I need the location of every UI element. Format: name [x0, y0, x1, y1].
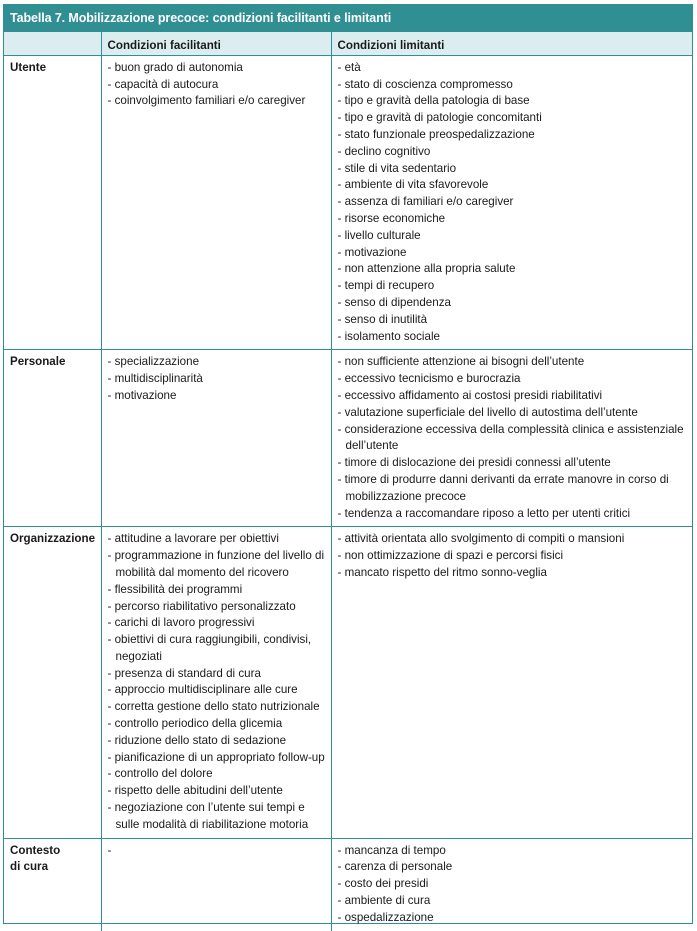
- limitanti-list: [332, 527, 693, 585]
- list-item: - pianificazione di un appropriato follow-up: [108, 750, 327, 767]
- list-item: - flessibilità dei programmi: [108, 582, 327, 599]
- list-item: - considerazione eccessiva della complessità clinica e assistenziale dell’utente: [338, 422, 689, 456]
- list-item: - stato di coscienza compromesso: [338, 77, 689, 94]
- table-header-row: [4, 32, 692, 56]
- limitanti-cell: [331, 527, 692, 838]
- facilitanti-cell: [101, 838, 331, 930]
- list-item: - attitudine a lavorare per obiettivi: [108, 531, 327, 548]
- list-item: - costo dei presidi: [338, 876, 689, 893]
- row-label: Utente: [10, 60, 47, 74]
- list-item: - assenza di familiari e/o caregiver: [338, 194, 689, 211]
- list-item: - mancanza di tempo: [338, 843, 689, 860]
- facilitanti-list: [102, 527, 331, 837]
- list-item: - eccessivo affidamento ai costosi presidi riabilitativi: [338, 388, 689, 405]
- facilitanti-cell: [101, 527, 331, 838]
- limitanti-cell: [331, 838, 692, 930]
- list-item: - buon grado di autonomia: [108, 60, 327, 77]
- list-item: - età: [338, 60, 689, 77]
- list-item: - attività orientata allo svolgimento di compiti o mansioni: [338, 531, 689, 548]
- list-item: - specializzazione: [108, 354, 327, 371]
- facilitanti-cell: [101, 350, 331, 527]
- list-item: - timore di produrre danni derivanti da errate manovre in corso di mobilizzazione precoce: [338, 472, 689, 506]
- row-label: di cura: [10, 860, 49, 874]
- limitanti-list: [332, 839, 693, 931]
- row-label: Contesto: [10, 843, 61, 857]
- list-item: - rispetto delle abitudini dell’utente: [108, 783, 327, 800]
- row-label: Organizzazione: [10, 532, 96, 546]
- list-item: - obiettivi di cura raggiungibili, condivisi, negoziati: [108, 632, 327, 666]
- list-item: - non attenzione alla propria salute: [338, 261, 689, 278]
- list-item: - controllo periodico della glicemia: [108, 716, 327, 733]
- list-item: [108, 843, 327, 860]
- list-item: - livello culturale: [338, 228, 689, 245]
- list-item: - coinvolgimento familiari e/o caregiver: [108, 93, 327, 110]
- list-item: - timore di dislocazione dei presidi connessi all’utente: [338, 455, 689, 472]
- list-item: - tendenza a raccomandare riposo a letto per utenti critici: [338, 506, 689, 523]
- list-item: - isolamento sociale: [338, 329, 689, 346]
- list-item: - ambiente di vita sfavorevole: [338, 177, 689, 194]
- list-item: - senso di dipendenza: [338, 295, 689, 312]
- list-item: - ospedalizzazione: [338, 910, 689, 927]
- list-item: - approccio multidisciplinare alle cure: [108, 682, 327, 699]
- list-item: - capacità di autocura: [108, 77, 327, 94]
- header-empty-cell: [4, 32, 101, 56]
- list-item: - eccessivo tecnicismo e burocrazia: [338, 371, 689, 388]
- list-item: - percorso riabilitativo personalizzato: [108, 599, 327, 616]
- list-item: - carichi di lavoro progressivi: [108, 615, 327, 632]
- limitanti-list: [332, 56, 693, 350]
- conditions-table: [4, 31, 692, 931]
- list-item: - senso di inutilità: [338, 312, 689, 329]
- limitanti-cell: [331, 350, 692, 527]
- facilitanti-list: [102, 56, 331, 114]
- list-item: - motivazione: [338, 245, 689, 262]
- table-title: Tabella 7. Mobilizzazione precoce: condizioni facilitanti e limitanti: [4, 5, 692, 31]
- list-item: - non ottimizzazione di spazi e percorsi fisici: [338, 548, 689, 565]
- limitanti-list: [332, 350, 693, 526]
- table-row: [4, 838, 692, 930]
- list-item: - tipo e gravità di patologie concomitanti: [338, 110, 689, 127]
- list-item: - programmazione in funzione del livello di mobilità dal momento del ricovero: [108, 548, 327, 582]
- list-item: - non sufficiente attenzione ai bisogni dell’utente: [338, 354, 689, 371]
- list-item: - valutazione superficiale del livello di autostima dell’utente: [338, 405, 689, 422]
- list-item: - carenza di personale: [338, 859, 689, 876]
- list-item: - multidisciplinarità: [108, 371, 327, 388]
- row-label-cell: [4, 838, 101, 930]
- list-item: - motivazione: [108, 388, 327, 405]
- list-item: - negoziazione con l’utente sui tempi e sulle modalità di riabilitazione motoria: [108, 800, 327, 834]
- list-item: - corretta gestione dello stato nutrizionale: [108, 699, 327, 716]
- row-label-cell: [4, 55, 101, 350]
- list-item: - tipo e gravità della patologia di base: [338, 93, 689, 110]
- row-label-cell: [4, 527, 101, 838]
- list-item: - riduzione dello stato di sedazione: [108, 733, 327, 750]
- table-row: [4, 55, 692, 350]
- header-facilitanti: Condizioni facilitanti: [101, 32, 331, 56]
- list-item: - ambiente di cura: [338, 893, 689, 910]
- list-item: - declino cognitivo: [338, 144, 689, 161]
- list-item: - tempi di recupero: [338, 278, 689, 295]
- row-label-cell: [4, 350, 101, 527]
- header-limitanti: Condizioni limitanti: [331, 32, 692, 56]
- facilitanti-cell: [101, 55, 331, 350]
- limitanti-cell: [331, 55, 692, 350]
- list-item: - presenza di standard di cura: [108, 666, 327, 683]
- facilitanti-list: [102, 350, 331, 408]
- list-item: - stato funzionale preospedalizzazione: [338, 127, 689, 144]
- row-label: Personale: [10, 355, 66, 369]
- list-item: - mancato rispetto del ritmo sonno-veglia: [338, 565, 689, 582]
- list-item: - risorse economiche: [338, 211, 689, 228]
- table-container: [3, 4, 693, 924]
- facilitanti-list: [102, 839, 331, 864]
- list-item: - controllo del dolore: [108, 766, 327, 783]
- table-row: [4, 527, 692, 838]
- list-item: - stile di vita sedentario: [338, 161, 689, 178]
- table-row: [4, 350, 692, 527]
